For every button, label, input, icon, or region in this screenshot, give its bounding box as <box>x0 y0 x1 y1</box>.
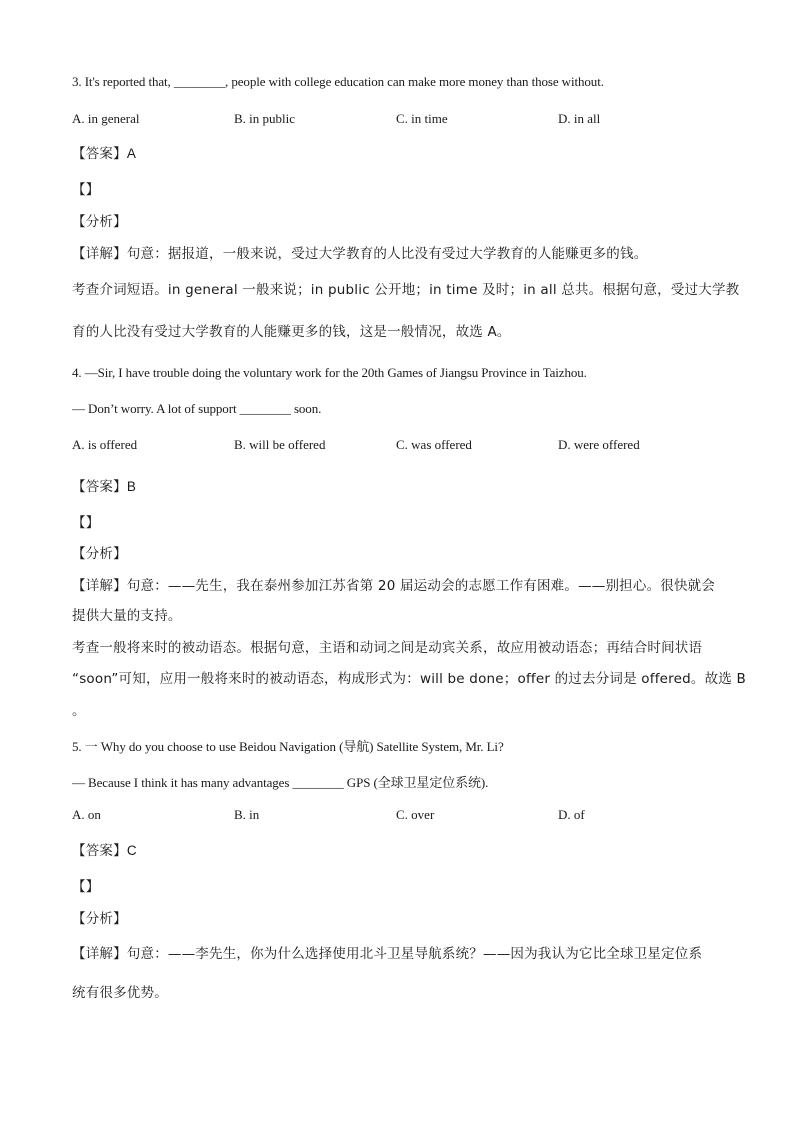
question-3-detail-line-3: 育的人比没有受过大学教育的人能赚更多的钱，这是一般情况，故选 A。 <box>72 324 511 340</box>
question-4-stem: 4. —Sir, I have trouble doing the voluntary work for the 20th Games of Jiangsu Province in Taizhou. <box>72 365 587 380</box>
question-5-stem-2: — Because I think it has many advantages ________ GPS (全球卫星定位系统). <box>72 775 489 790</box>
question-3-answer <box>72 145 136 163</box>
question-4-detail-line-5: 。 <box>72 703 86 719</box>
question-5-analysis-tag: 【分析】 <box>72 911 127 927</box>
answer-tag: 【答案】 <box>72 843 127 859</box>
question-3-option-c: C. in time <box>396 111 448 126</box>
question-4-analysis-tag: 【分析】 <box>72 546 127 562</box>
question-4-detail-line-4: “soon”可知，应用一般将来时的被动语态，构成形式为：will be done；offer 的过去分词是 offered。故选 B <box>72 671 746 687</box>
question-3-detail-line-1 <box>72 245 647 263</box>
question-5-detail-line-2: 统有很多优势。 <box>72 985 168 1001</box>
answer-value: A <box>126 146 137 161</box>
answer-value: C <box>126 843 137 858</box>
question-5-detail-line-1 <box>72 945 702 963</box>
question-4-option-a: A. is offered <box>72 437 138 452</box>
detail-tag: 【详解】 <box>72 246 127 262</box>
question-3-stem: 3. It's reported that, ________, people with college education can make more money than those without. <box>72 74 604 89</box>
question-3-analysis-tag: 【分析】 <box>72 214 127 230</box>
question-5-stem: 5. 一 Why do you choose to use Beidou Navigation (导航) Satellite System, Mr. Li? <box>72 739 504 754</box>
detail-tag: 【详解】 <box>72 578 127 594</box>
question-3-blank-tag: 【】 <box>72 182 100 198</box>
answer-tag: 【答案】 <box>72 479 127 495</box>
question-3-option-a: A. in general <box>72 111 140 126</box>
question-4-blank-tag: 【】 <box>72 515 100 531</box>
question-3-option-d: D. in all <box>558 111 601 126</box>
detail-text: 句意：——李先生，你为什么选择使用北斗卫星导航系统？——因为我认为它比全球卫星定位系 <box>126 946 703 962</box>
question-5-blank-tag: 【】 <box>72 879 100 895</box>
question-5-option-d: D. of <box>558 807 585 822</box>
question-3-option-b: B. in public <box>234 111 296 126</box>
question-5-option-b: B. in <box>234 807 260 822</box>
detail-text: 句意：——先生，我在泰州参加江苏省第 20 届运动会的志愿工作有困难。——别担心。很快就会 <box>126 578 716 594</box>
question-4-option-d: D. were offered <box>558 437 640 452</box>
question-4-option-c: C. was offered <box>396 437 472 452</box>
question-3-detail-line-2: 考查介词短语。in general 一般来说；in public 公开地；in time 及时；in all 总共。根据句意，受过大学教 <box>72 282 740 298</box>
question-5-answer <box>72 842 137 860</box>
question-4-detail-line-3: 考查一般将来时的被动语态。根据句意，主语和动词之间是动宾关系，故应用被动语态；再结合时间状语 <box>72 640 703 656</box>
question-4-detail-line-1 <box>72 577 715 595</box>
question-4-stem-2: — Don’t worry. A lot of support ________ soon. <box>72 401 322 416</box>
answer-value: B <box>126 479 137 494</box>
detail-tag: 【详解】 <box>72 946 127 962</box>
detail-text: 句意：据报道，一般来说，受过大学教育的人比没有受过大学教育的人能赚更多的钱。 <box>126 246 648 262</box>
question-4-option-b: B. will be offered <box>234 437 326 452</box>
question-4-answer <box>72 478 136 496</box>
question-5-option-c: C. over <box>396 807 435 822</box>
question-5-option-a: A. on <box>72 807 101 822</box>
question-4-detail-line-2: 提供大量的支持。 <box>72 608 182 624</box>
answer-tag: 【答案】 <box>72 146 127 162</box>
